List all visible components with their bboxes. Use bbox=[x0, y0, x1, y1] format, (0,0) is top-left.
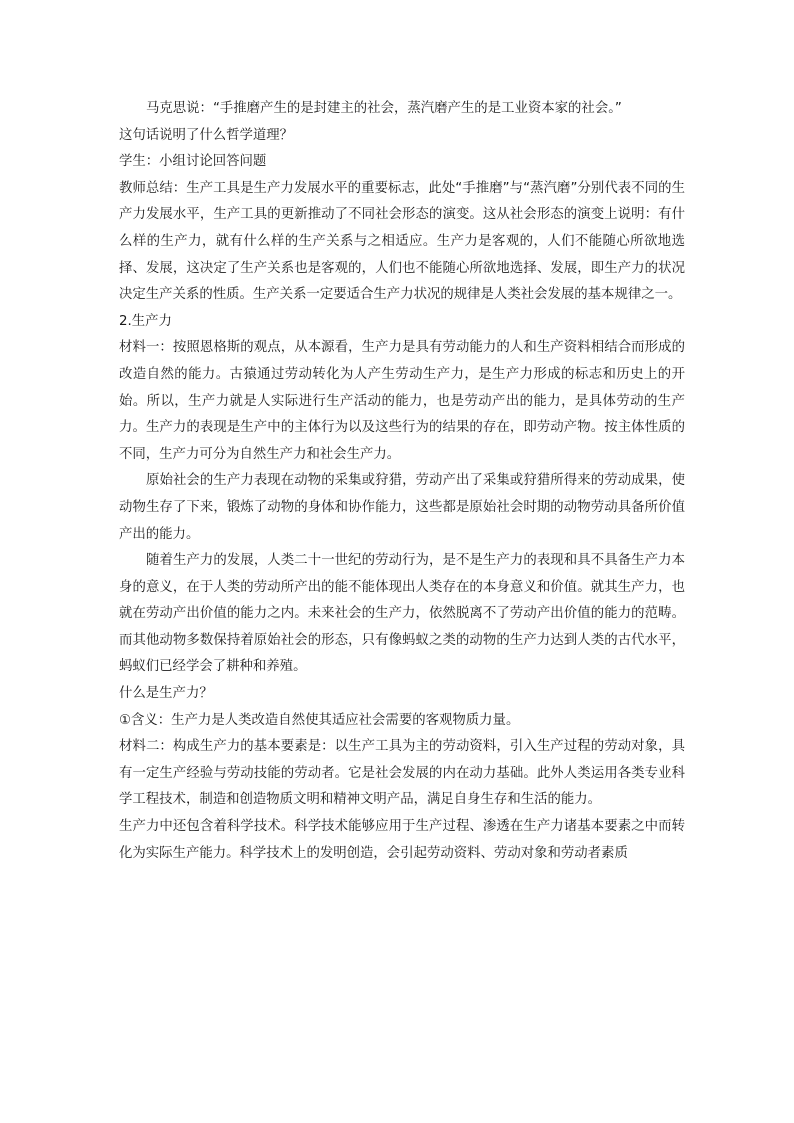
quote-paragraph: 马克思说：“手推磨产生的是封建主的社会，蒸汽磨产生的是工业资本家的社会。” bbox=[146, 101, 622, 116]
material-one-paragraph: 材料一：按照恩格斯的观点，从本源看，生产力是具有劳动能力的人和生产资料相结合而形成的改造自然的能力。古猿通过劳动转化为人产生劳动生产力，是生产力形成的标志和历史上的开始。所以，生产力就是人实际进行生产活动的能力，也是劳动产出的能力，是具体劳动的生产力。生产力的表现是生产中的主体行为以及这些行为的结果的存在，即劳动产物。按主体性质的不同，生产力可分为自然生产力和社会生产力。 bbox=[119, 340, 685, 462]
definition-line: ①含义：生产力是人类改造自然使其适应社会需要的客观物质力量。 bbox=[119, 712, 520, 728]
material-two-paragraph: 材料二：构成生产力的基本要素是：以生产工具为主的劳动资料，引入生产过程的劳动对象，具有一定生产经验与劳动技能的劳动者。它是社会发展的内在动力基础。此外人类运用各类专业科学工程技术，制造和创造物质文明和精神文明产品，满足自身生存和生活的能力。 bbox=[119, 739, 685, 808]
document-body bbox=[119, 96, 685, 867]
teacher-summary-paragraph: 教师总结：生产工具是生产力发展水平的重要标志，此处“手推磨”与“蒸汽磨”分别代表不同的生产力发展水平，生产工具的更新推动了不同社会形态的演变。这从社会形态的演变上说明：有什么样的生产力，就有什么样的生产关系与之相适应。生产力是客观的，人们不能随心所欲地选择、发展，这决定了生产关系也是客观的，人们也不能随心所欲地选择、发展，即生产力的状况决定生产关系的性质。生产关系一定要适合生产力状况的规律是人类社会发展的基本规律之一。 bbox=[119, 180, 685, 303]
what-is-productivity-line: 什么是生产力？ bbox=[119, 686, 213, 702]
primitive-society-paragraph: 原始社会的生产力表现在动物的采集或狩猎，劳动产出了采集或狩猎所得来的劳动成果，使动物生存了下来，锻炼了动物的身体和协作能力，这些都是原始社会时期的动物劳动具备所价值产出的能力。 bbox=[119, 473, 685, 542]
science-technology-paragraph: 生产力中还包含着科学技术。科学技术能够应用于生产过程、渗透在生产力诸基本要素之中而转化为实际生产能力。科学技术上的发明创造，会引起劳动资料、劳动对象和劳动者素质 bbox=[119, 819, 685, 861]
student-line: 学生：小组讨论回答问题 bbox=[119, 154, 267, 170]
productivity-development-paragraph: 随着生产力的发展，人类二十一世纪的劳动行为，是不是生产力的表现和具不具备生产力本身的意义，在于人类的劳动所产出的能不能体现出人类存在的本身意义和价值。就其生产力，也就在劳动产出价值的能力之内。未来社会的生产力，依然脱离不了劳动产出价值的能力的范畴。而其他动物多数保持着原始社会的形态，只有像蚂蚁之类的动物的生产力达到人类的古代水平，蚂蚁们已经学会了耕种和养殖。 bbox=[119, 553, 685, 675]
question-line: 这句话说明了什么哲学道理？ bbox=[119, 127, 294, 143]
section-heading: 2.生产力 bbox=[119, 313, 172, 329]
